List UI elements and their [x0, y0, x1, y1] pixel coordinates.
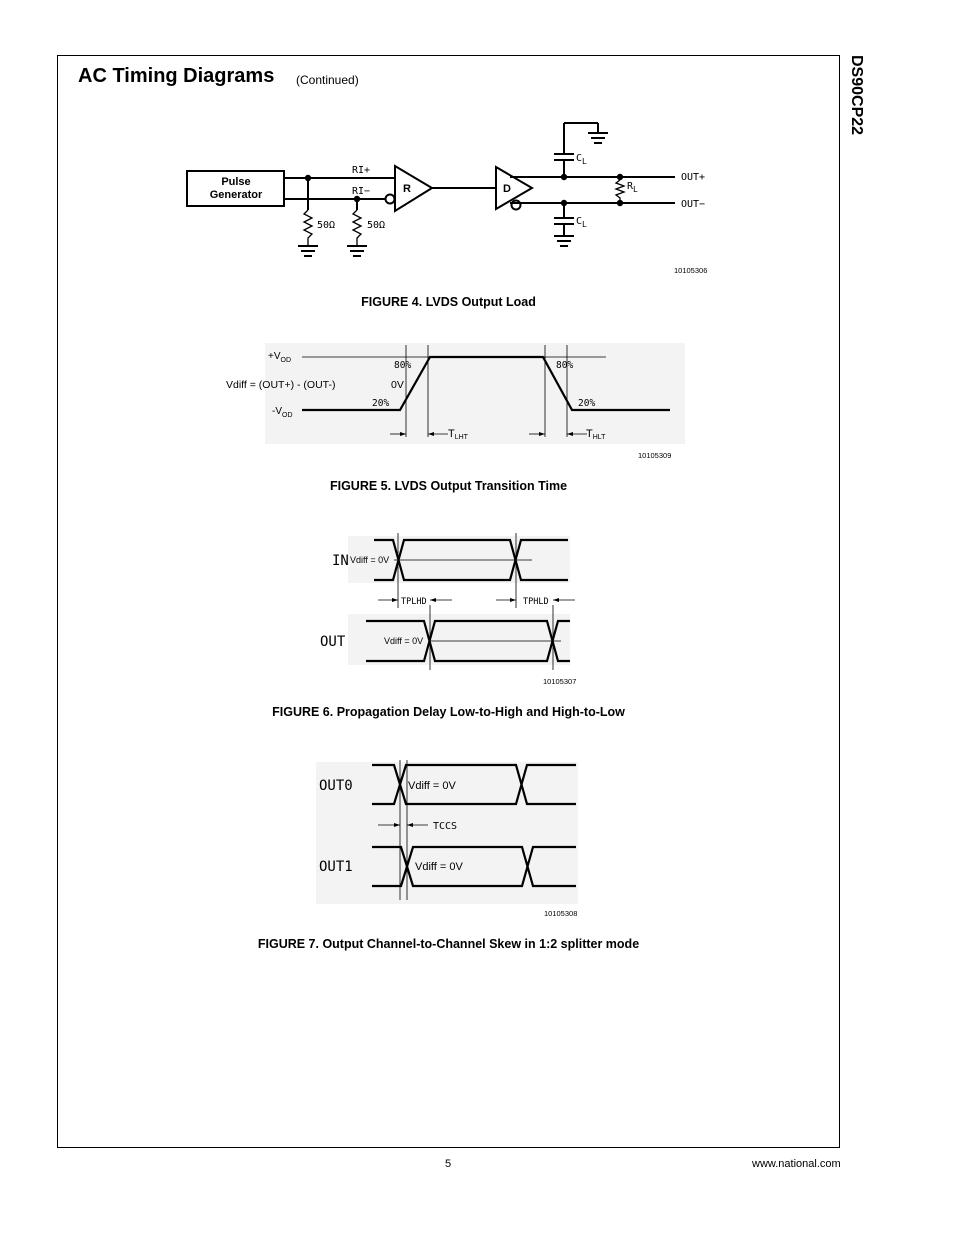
figure-7-diagram — [316, 760, 581, 905]
pct80-left-label: 80% — [394, 360, 412, 371]
rl-label: $R_L$ — [627, 181, 638, 194]
figure-7-id: 10105308 — [544, 909, 578, 918]
cl-top-label: $C_L$ — [576, 153, 587, 166]
tphld-label: TPHLD — [523, 597, 549, 607]
page-title: AC Timing Diagrams — [78, 65, 275, 87]
pct20-left-label: 20% — [372, 398, 390, 409]
out1-signal-label: OUT1 — [319, 859, 353, 875]
resistor-2-label: 50Ω — [367, 220, 386, 231]
receiver-label: R — [403, 183, 411, 195]
figure-4-id: 10105306 — [674, 266, 708, 275]
figure-5-caption: FIGURE 5. LVDS Output Transition Time — [329, 479, 568, 493]
figure-6-caption: FIGURE 6. Propagation Delay Low-to-High and High-to-Low — [272, 705, 625, 719]
tplhd-label: TPLHD — [401, 597, 427, 607]
figure-5-id: 10105309 — [638, 451, 672, 460]
thlt-label: THLT — [586, 428, 606, 441]
vdiff0-label: Vdiff = 0V — [408, 780, 456, 792]
pct80-right-label: 80% — [556, 360, 574, 371]
ri-plus-label: RI+ — [352, 165, 371, 176]
resistor-1-label: 50Ω — [317, 220, 336, 231]
page-number: 5 — [445, 1158, 452, 1170]
vdiff-in-label: Vdiff = 0V — [350, 555, 390, 565]
out-signal-label: OUT — [320, 634, 346, 650]
in-signal-label: IN — [332, 553, 349, 569]
out-minus-label: OUT− — [681, 199, 706, 210]
driver-label: D — [503, 183, 511, 195]
figure-5-diagram — [220, 340, 680, 450]
vod-minus-label: $-V_{OD}$ — [272, 406, 293, 419]
zero-v-label: 0V — [391, 379, 404, 391]
figure-4-caption: FIGURE 4. LVDS Output Load — [361, 295, 536, 309]
vdiff1-label: Vdiff = 0V — [415, 861, 463, 873]
vod-plus-label: $+V_{OD}$ — [268, 351, 292, 364]
footer-url[interactable]: www.national.com — [752, 1158, 841, 1170]
cl-bottom-label: $C_L$ — [576, 216, 587, 229]
figure-7-caption: FIGURE 7. Output Channel-to-Channel Skew in 1:2 splitter mode — [257, 937, 640, 951]
figure-4-diagram — [180, 118, 740, 268]
out-plus-label: OUT+ — [681, 172, 706, 183]
vdiff-out-label: Vdiff = 0V — [384, 636, 424, 646]
figure-6-diagram — [320, 530, 580, 675]
ri-minus-label: RI− — [352, 186, 371, 197]
out0-signal-label: OUT0 — [319, 778, 353, 794]
tlht-label: TLHT — [448, 428, 468, 441]
page-subtitle: (Continued) — [296, 73, 359, 87]
pct20-right-label: 20% — [578, 398, 596, 409]
tccs-label: TCCS — [433, 821, 458, 832]
part-number-tab: DS90CP22 — [848, 55, 865, 136]
vdiff-label: Vdiff = (OUT+) - (OUT-) — [226, 379, 336, 391]
figure-6-id: 10105307 — [543, 677, 577, 686]
pulse-generator-label: Pulse Generator — [209, 176, 263, 201]
